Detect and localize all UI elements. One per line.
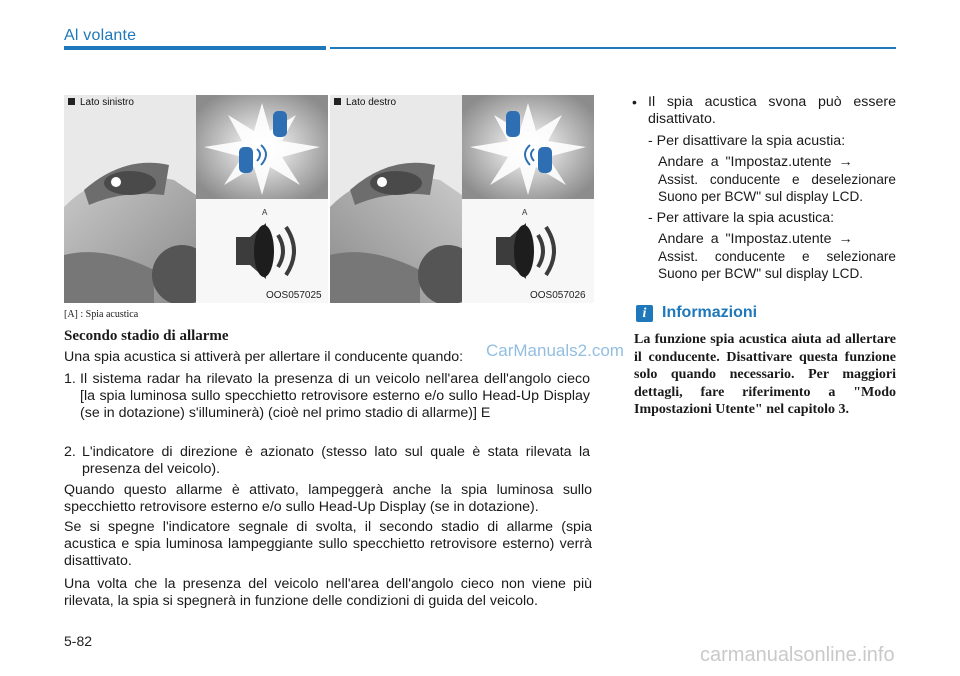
header-rule-thick xyxy=(64,46,326,50)
figure-left-code: OOS057025 xyxy=(266,290,322,301)
figure-right-illustration xyxy=(330,95,594,303)
info-title: Informazioni xyxy=(662,304,758,321)
list-item: Il sistema radar ha rilevato la presenza di un veicolo nell'area dell'angolo cieco [la spia luminosa sullo specchietto retrovisore esterno e/o sullo Head-Up Display (se in dotazione) s'illuminerà) (cioè nel primo stadio di allarme)] E xyxy=(80,371,590,421)
section-intro: Una spia acustica si attiverà per allertare il conducente quando: xyxy=(64,349,464,365)
dash-detail-line: Andare a "Impostaz.utente → xyxy=(658,154,853,170)
label-square-icon xyxy=(334,98,341,105)
section-title: Secondo stadio di allarme xyxy=(64,328,229,344)
figure-left-illustration xyxy=(64,95,328,303)
bullet-text: Il spia acustica svona può essere disattivato. xyxy=(648,94,896,127)
watermark-top: CarManuals2.com xyxy=(486,341,624,360)
figure-left-label-wrap xyxy=(68,97,134,108)
page-number: 5-82 xyxy=(64,633,93,649)
figure-right xyxy=(330,95,594,303)
info-icon: i xyxy=(636,305,653,322)
figure-right-label: Lato destro xyxy=(346,97,397,108)
paragraph: Se si spegne l'indicatore segnale di svolta, il secondo stadio di allarme (spia acustica e spia luminosa lampeggiante sullo specchietto retrovisore esterno) verrà disattivato. xyxy=(64,519,592,569)
section-header: Al volante xyxy=(64,27,137,44)
figure-right-label-wrap xyxy=(334,97,396,108)
dash-detail-line: Andare a "Impostaz.utente → xyxy=(658,231,853,247)
dash-detail: Assist. conducente e selezionare Suono per BCW" sul display LCD. xyxy=(658,249,896,281)
bullet-dot: • xyxy=(632,94,637,110)
label-square-icon xyxy=(68,98,75,105)
watermark-bottom: carmanualsonline.info xyxy=(700,644,895,666)
dash-detail: Assist. conducente e deselezionare Suono per BCW" sul display LCD. xyxy=(658,172,896,204)
figure-caption: [A] : Spia acustica xyxy=(64,309,139,320)
list-item-number: 2. xyxy=(64,444,76,460)
figure-right-code: OOS057026 xyxy=(530,290,586,301)
dash-item: - Per attivare la spia acustica: xyxy=(648,210,835,226)
figure-left xyxy=(64,95,328,303)
info-body: La funzione spia acustica aiuta ad allertare il conducente. Disattivare questa funzione solo quando necessario. Per maggiori dettagli, fare riferimento a "Modo Impostazioni Utente" nel capitolo 3. xyxy=(634,332,896,417)
paragraph: Quando questo allarme è attivato, lampeggerà anche la spia luminosa sullo specchietto retrovisore esterno e/o sullo Head-Up Display (se in dotazione). xyxy=(64,482,592,515)
paragraph: Una volta che la presenza del veicolo nell'area dell'angolo cieco non viene più rilevata, la spia si spegnerà in funzione delle condizioni di guida del veicolo. xyxy=(64,576,592,609)
dash-item: - Per disattivare la spia acustia: xyxy=(648,133,846,149)
header-rule-thin xyxy=(330,47,896,49)
figure-left-label: Lato sinistro xyxy=(80,97,134,108)
list-item-number: 1. xyxy=(64,371,76,387)
marker-label: A xyxy=(262,208,268,217)
list-item: L'indicatore di direzione è azionato (stesso lato sul quale è stata rilevata la presenza del veicolo). xyxy=(82,444,590,477)
marker-label: A xyxy=(522,208,528,217)
